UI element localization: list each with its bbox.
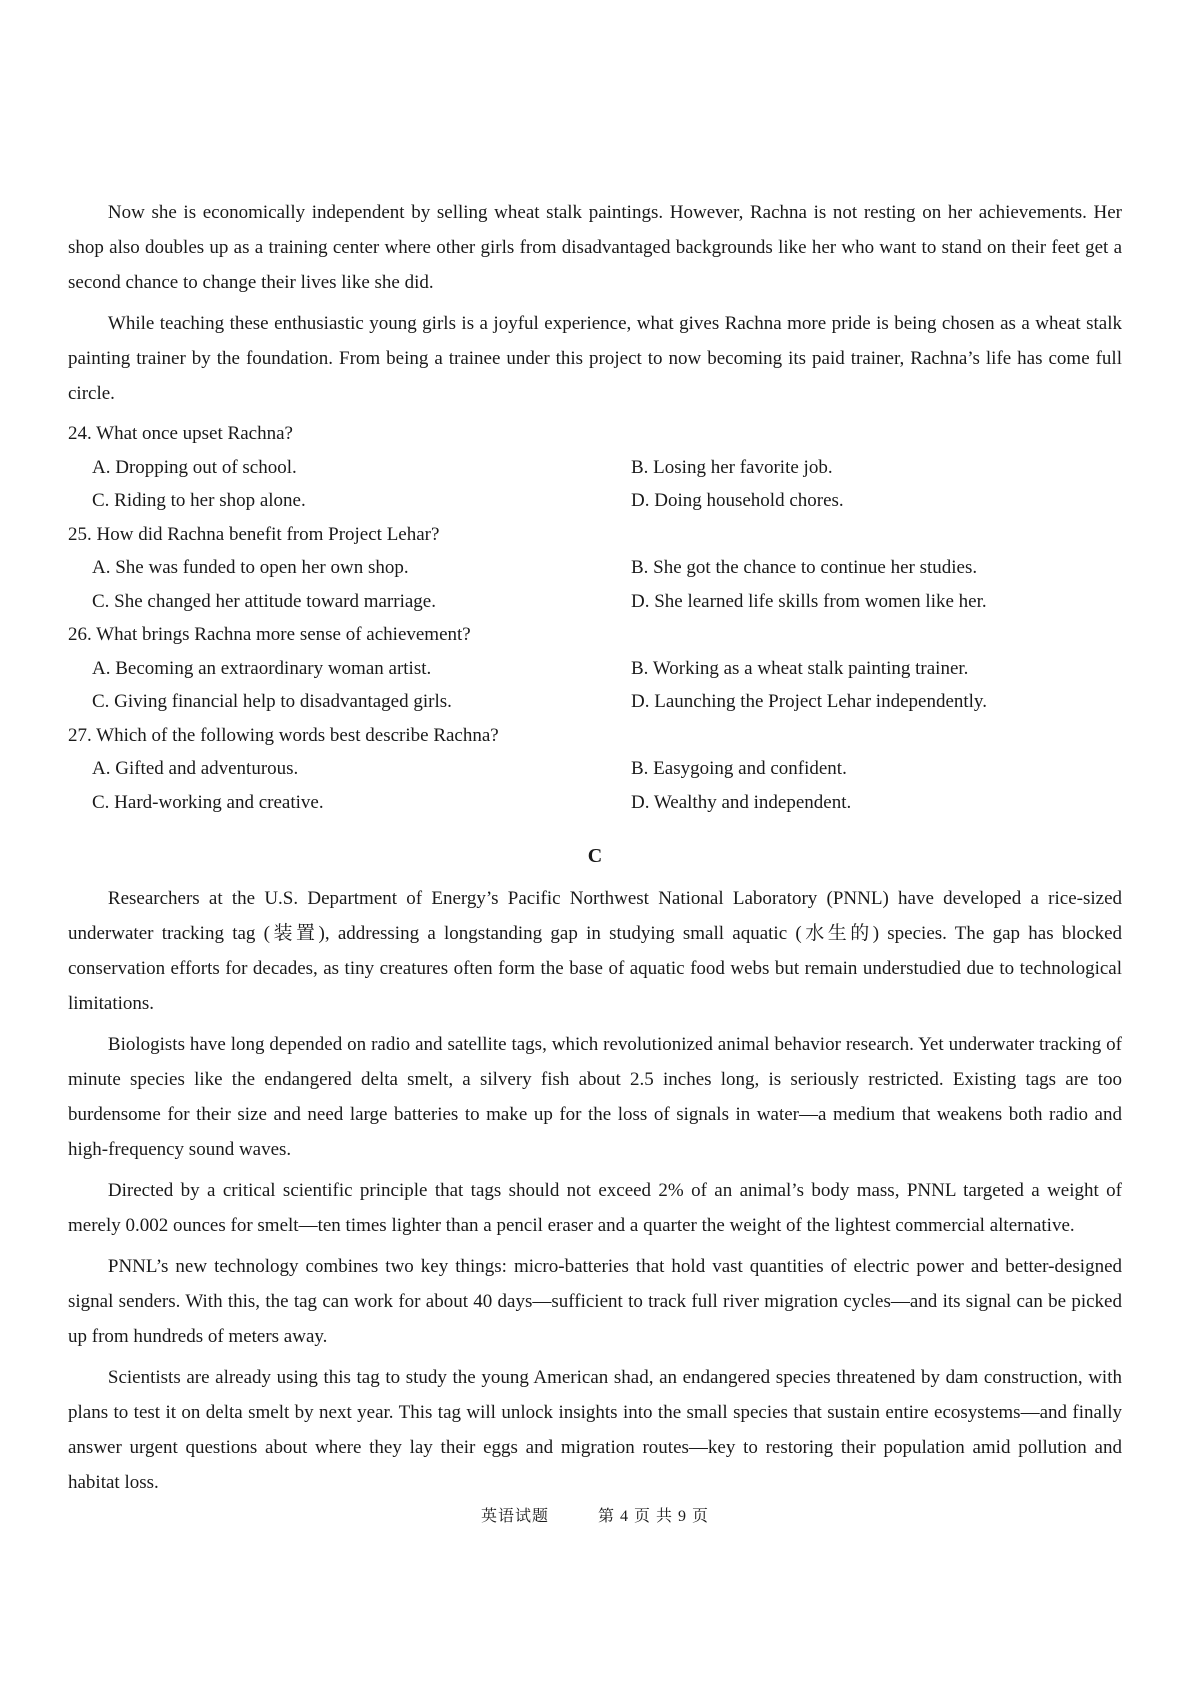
option-a: A. Gifted and adventurous. [92, 758, 299, 779]
section-title: C [587, 845, 603, 867]
question-25 [68, 518, 1122, 619]
question-list [68, 417, 1122, 819]
paragraph: Now she is economically independent by selling wheat stalk paintings. However, Rachna is not resting on her achievements. Her shop also doubles up as a training center where other girls from disadvantaged backgrounds like her who want to stand on their feet get a second chance to change their lives like she did. [68, 202, 1122, 293]
paragraph: Researchers at the U.S. Department of Energy’s Pacific Northwest National Laboratory (PNNL) have developed a rice-sized underwater tracking tag (装置), addressing a longstanding gap in studying small aquatic (水生的) species. The gap has blocked conservation efforts for decades, as tiny creatures often form the base of aquatic food webs but remain understudied due to technological limitations. [68, 888, 1122, 1014]
paragraph: Scientists are already using this tag to study the young American shad, an endangered species threatened by dam construction, with plans to test it on delta smelt by next year. This tag will unlock insights into the small species that sustain entire ecosystems—and finally answer urgent questions about where they lay their eggs and migration routes—key to restoring their population amid pollution and habitat loss. [68, 1367, 1122, 1493]
question-26 [68, 618, 1122, 719]
question-stem: 25. How did Rachna benefit from Project Lehar? [68, 523, 440, 545]
option-b: B. Easygoing and confident. [631, 758, 847, 779]
question-27 [68, 719, 1122, 820]
option-c: C. Hard-working and creative. [92, 791, 324, 813]
page-footer [0, 1503, 1190, 1526]
option-d: D. She learned life skills from women like her. [631, 590, 987, 612]
option-a: A. Becoming an extraordinary woman artist. [92, 657, 432, 679]
option-grid [68, 451, 1122, 518]
option-b: B. She got the chance to continue her studies. [631, 557, 978, 578]
paragraph: Directed by a critical scientific principle that tags should not exceed 2% of an animal’s body mass, PNNL targeted a weight of merely 0.002 ounces for smelt—ten times lighter than a pencil eraser and a quarter the weight of the lightest commercial alternative. [68, 1180, 1122, 1236]
paragraph: Biologists have long depended on radio and satellite tags, which revolutionized animal behavior research. Yet underwater tracking of minute species like the endangered delta smelt, a silvery fish about 2.5 inches long, is seriously restricted. Existing tags are too burdensome for their size and need large batteries to make up for the loss of signals in water—a medium that weakens both radio and high-frequency sound waves. [68, 1034, 1122, 1160]
option-b: B. Losing her favorite job. [631, 456, 833, 478]
option-d: D. Doing household chores. [631, 490, 844, 511]
question-stem: 26. What brings Rachna more sense of achievement? [68, 624, 471, 645]
option-b: B. Working as a wheat stalk painting trainer. [631, 657, 969, 679]
option-grid [68, 551, 1122, 618]
option-a: A. Dropping out of school. [92, 456, 297, 478]
passage-b-ending [68, 195, 1122, 411]
question-stem: 27. Which of the following words best describe Rachna? [68, 724, 499, 746]
option-grid [68, 652, 1122, 719]
paragraph: PNNL’s new technology combines two key things: micro-batteries that hold vast quantities of electric power and better-designed signal senders. With this, the tag can work for about 40 days—sufficient to track full river migration cycles—and its signal can be picked up from hundreds of meters away. [68, 1256, 1122, 1347]
question-stem: 24. What once upset Rachna? [68, 423, 293, 444]
option-grid [68, 752, 1122, 819]
option-d: D. Wealthy and independent. [631, 791, 852, 813]
option-c: C. Riding to her shop alone. [92, 490, 306, 511]
option-a: A. She was funded to open her own shop. [92, 557, 409, 578]
footer-subject: 英语试题 [480, 1508, 549, 1525]
option-d: D. Launching the Project Lehar independently. [631, 691, 987, 712]
passage-c [68, 841, 1122, 1500]
option-c: C. Giving financial help to disadvantaged girls. [92, 691, 452, 712]
footer-page-number: 第 4 页 共 9 页 [598, 1508, 710, 1525]
paragraph: While teaching these enthusiastic young girls is a joyful experience, what gives Rachna more pride is being chosen as a wheat stalk painting trainer by the foundation. From being a trainee under this project to now becoming its paid trainer, Rachna’s life has come full circle. [68, 313, 1122, 404]
question-24 [68, 417, 1122, 518]
option-c: C. She changed her attitude toward marriage. [92, 590, 436, 612]
